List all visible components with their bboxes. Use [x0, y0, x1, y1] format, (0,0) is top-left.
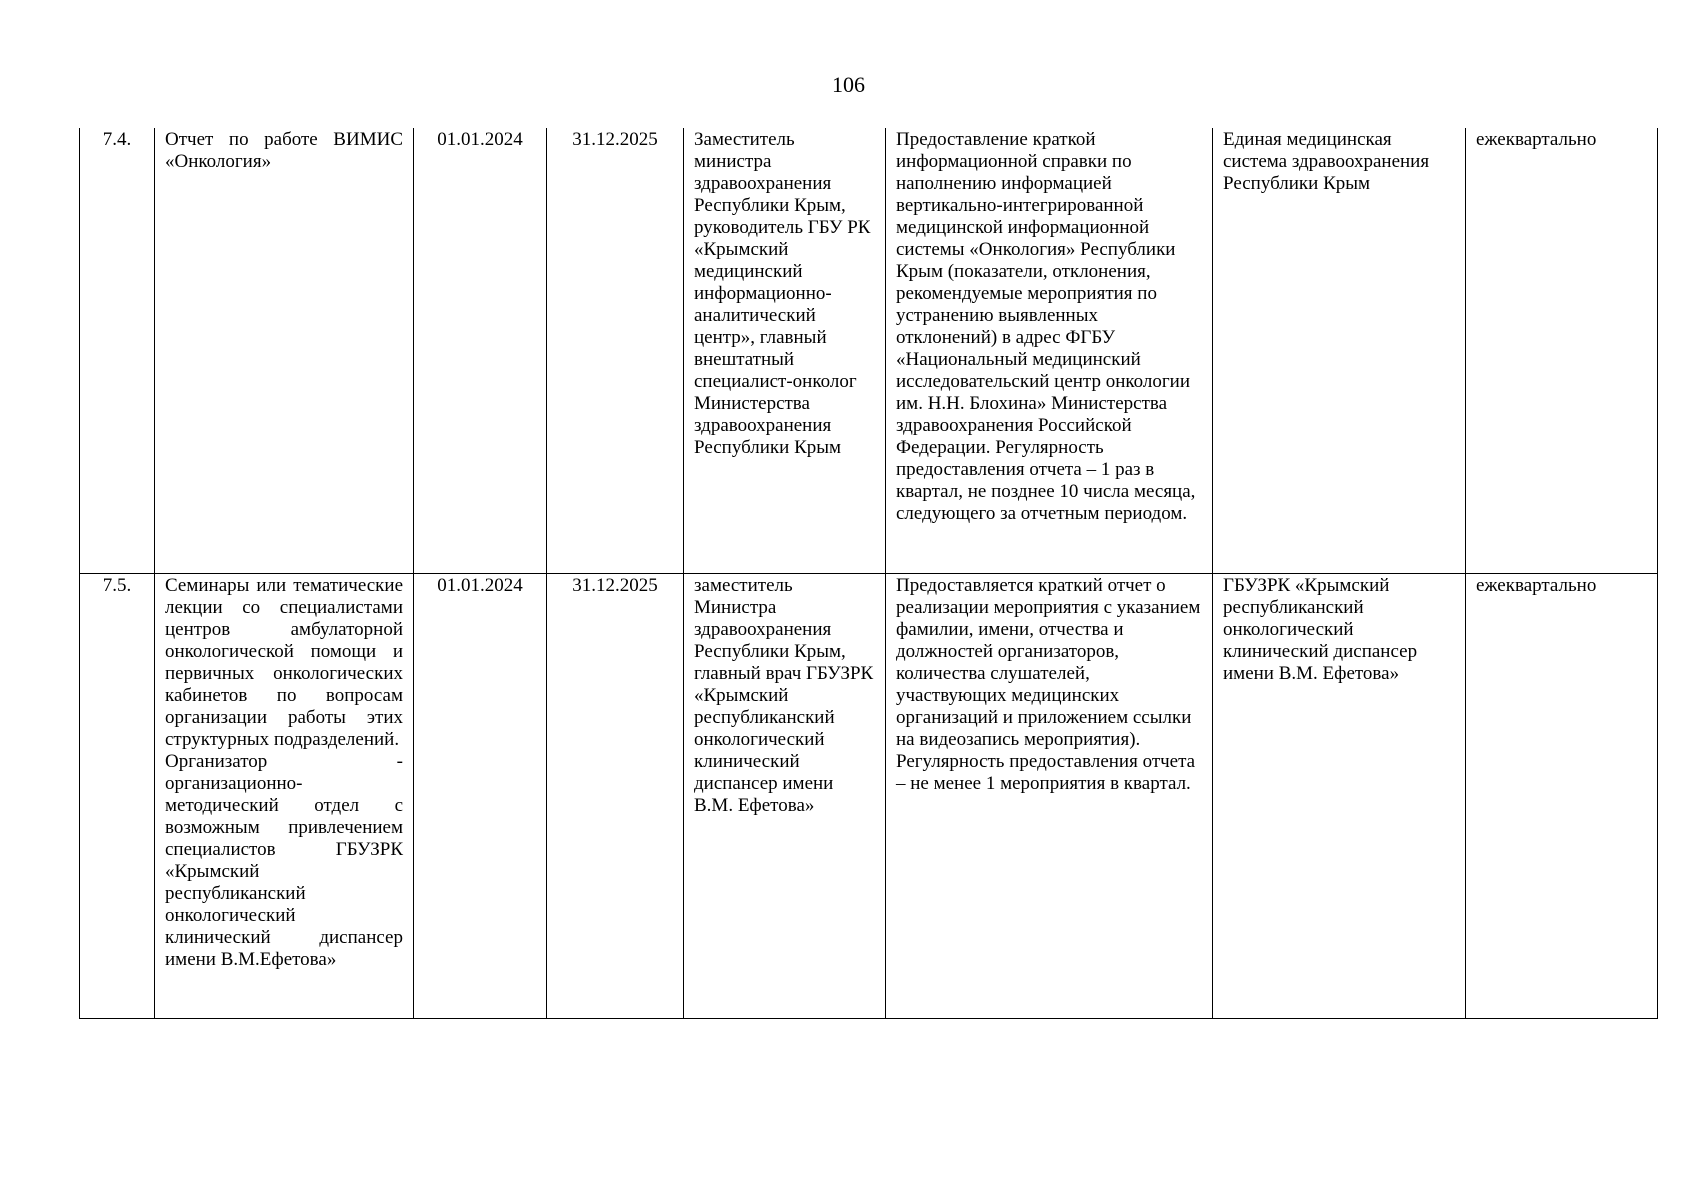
responsible-cell: заместитель Министра здравоохранения Республики Крым, главный врач ГБУЗРК «Крымский республиканский онкологический клинический диспансер имени В.М. Ефетова» [684, 573, 886, 1018]
page-number: 106 [832, 72, 865, 97]
row-number-cell: 7.4. [80, 128, 155, 573]
start-date-cell: 01.01.2024 [414, 128, 547, 573]
activity-name-cell [155, 573, 414, 1018]
start-date-cell: 01.01.2024 [414, 573, 547, 1018]
frequency-cell: ежеквартально [1466, 573, 1658, 1018]
activities-table [79, 128, 1658, 1019]
end-date-cell: 31.12.2025 [547, 128, 684, 573]
activity-name-cell: Отчет по работе ВИМИС «Онкология» [155, 128, 414, 573]
responsible-cell: Заместитель министра здравоохранения Республики Крым, руководитель ГБУ РК «Крымский медицинский информационно-аналитический центр», главный внештатный специалист-онколог Министерства здравоохранения Республики Крым [684, 128, 886, 573]
description-cell: Предоставляется краткий отчет о реализации мероприятия с указанием фамилии, имени, отчества и должностей организаторов, количества слушателей, участвующих медицинских организаций и приложением ссылки на видеозапись мероприятия). Регулярность предоставления отчета – не менее 1 мероприятия в квартал. [886, 573, 1213, 1018]
activity-name-text: Семинары или тематические лекции со специалистами центров амбулаторной онкологической помощи и первичных онкологических кабинетов по вопросам организации работы этих структурных подразделений. [165, 574, 403, 750]
table-row [80, 573, 1658, 1018]
description-cell: Предоставление краткой информационной справки по наполнению информацией вертикально-интегрированной медицинской информационной системы «Онкология» Республики Крым (показатели, отклонения, рекомендуемые мероприятия по устранению выявленных отклонений) в адрес ФГБУ «Национальный медицинский исследовательский центр онкологии им. Н.Н. Блохина» Министерства здравоохранения Российской Федерации. Регулярность предоставления отчета – 1 раз в квартал, не позднее 10 числа месяца, следующего за отчетным периодом. [886, 128, 1213, 573]
activity-organizer-note: Организатор - организационно-методический отдел с возможным привлечением специалистов ГБУЗРК «Крымский республиканский онкологический клинический диспансер имени В.М.Ефетова» [165, 750, 403, 970]
source-cell: ГБУЗРК «Крымский республиканский онкологический клинический диспансер имени В.М. Ефетова» [1213, 573, 1466, 1018]
end-date-cell: 31.12.2025 [547, 573, 684, 1018]
table-row [80, 128, 1658, 573]
source-cell: Единая медицинская система здравоохранения Республики Крым [1213, 128, 1466, 573]
row-number-cell: 7.5. [80, 573, 155, 1018]
frequency-cell: ежеквартально [1466, 128, 1658, 573]
